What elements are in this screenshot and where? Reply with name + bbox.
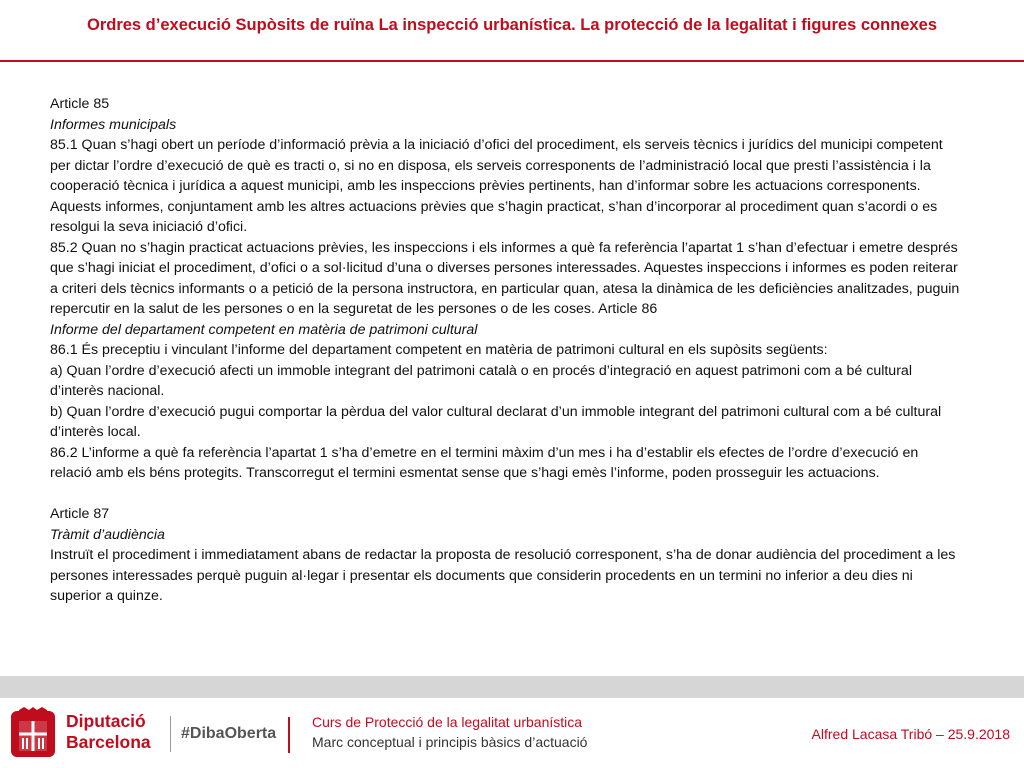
paragraph-86-2: 86.2 L’informe a què fa referència l’apartat 1 s’ha d’emetre en el termini màxim d’un mes i ha d’establir els efectes de l’ordre d’execució en relació amb els béns protegits. Transcorregut el termini esmentat sense que s’hagi emès l’informe, poden prosseguir les actuacions. — [50, 444, 919, 481]
diputacio-crest-icon — [10, 707, 56, 759]
slide-body — [50, 94, 960, 607]
footer-divider — [288, 717, 290, 753]
article-86-title: Informe del departament competent en matèria de patrimoni cultural — [50, 321, 478, 338]
paragraph-86-1-b: b) Quan l’ordre d’execució pugui comportar la pèrdua del valor cultural declarat d’un immoble integrant del patrimoni cultural com a bé cultural d’interès local. — [50, 403, 942, 440]
paragraph-85-2: 85.2 Quan no s’hagin practicat actuacions prèvies, les inspeccions i els informes a què fa referència l’apartat 1 s’han d’efectuar i emetre després que s’hagi iniciat el procediment, d’ofici o a sol·licitud d’una o diverses persones interessades. Aquestes inspeccions i informes es poden reiterar a criteri dels tècnics informants o a petició de la persona instructora, en particular quan, atesa la dinàmica de les deficiències analitzades, puguin repercutir en la salut de les persones o en la seguretat de les persones o de les coses. Article 86 — [50, 239, 960, 317]
paragraph-85-1: 85.1 Quan s’hagi obert un període d’informació prèvia a la iniciació d’ofici del procediment, els serveis tècnics i jurídics del municipi competent per dictar l’ordre d’execució de què es tracti o, si no en disposa, els serveis corresponents de l’administració local que presti l’assistència i la cooperació tècnica i jurídica a aquest municipi, amb les inspeccions prèvies pertinents, han d’informar sobre les actuacions corresponents. Aquests informes, conjuntament amb les altres actuacions prèvies que s’hagin practicat, s’han d’incorporar al procediment quan s’acordi o es resolgui la seva iniciació d’ofici. — [50, 137, 943, 235]
slide-title: Ordres d’execució Supòsits de ruïna La inspecció urbanística. La protecció de la legalitat i figures connexes — [86, 16, 937, 34]
hashtag: #DibaOberta — [181, 725, 277, 742]
paragraph-86-1-a: a) Quan l’ordre d’execució afecti un immoble integrant del patrimoni català o en procés d’integració en aquest patrimoni com a bé cultural d’interès nacional. — [50, 362, 912, 399]
paragraph-spacer — [50, 484, 960, 505]
paragraph-86-1: 86.1 És preceptiu i vinculant l’informe del departament competent en matèria de patrimoni cultural en els supòsits següents: — [50, 342, 828, 358]
author-date: Alfred Lacasa Tribó – 25.9.2018 — [811, 726, 1010, 742]
logo-wordmark — [66, 711, 151, 753]
article-87-title: Tràmit d’audiència — [50, 526, 165, 543]
article-85-title: Informes municipals — [50, 116, 177, 133]
article-87-heading: Article 87 — [50, 506, 110, 522]
footer-band — [0, 676, 1024, 698]
footer — [0, 698, 1024, 768]
paragraph-87: Instruït el procediment i immediatament abans de redactar la proposta de resolució corresponent, s’ha de donar audiència del procediment a les persones interessades perquè puguin al·legar i presentar els documents que considerin procedents en un termini no inferior a deu dies ni superior a quinze. — [50, 547, 956, 604]
logo-line-1: Diputació — [66, 711, 146, 731]
logo-line-2: Barcelona — [66, 732, 151, 752]
logo-separator — [170, 716, 171, 752]
title-divider — [0, 60, 1024, 62]
course-subtitle: Marc conceptual i principis bàsics d’actuació — [312, 734, 588, 750]
article-85-heading: Article 85 — [50, 96, 110, 112]
course-title: Curs de Protecció de la legalitat urbanística — [312, 714, 583, 730]
